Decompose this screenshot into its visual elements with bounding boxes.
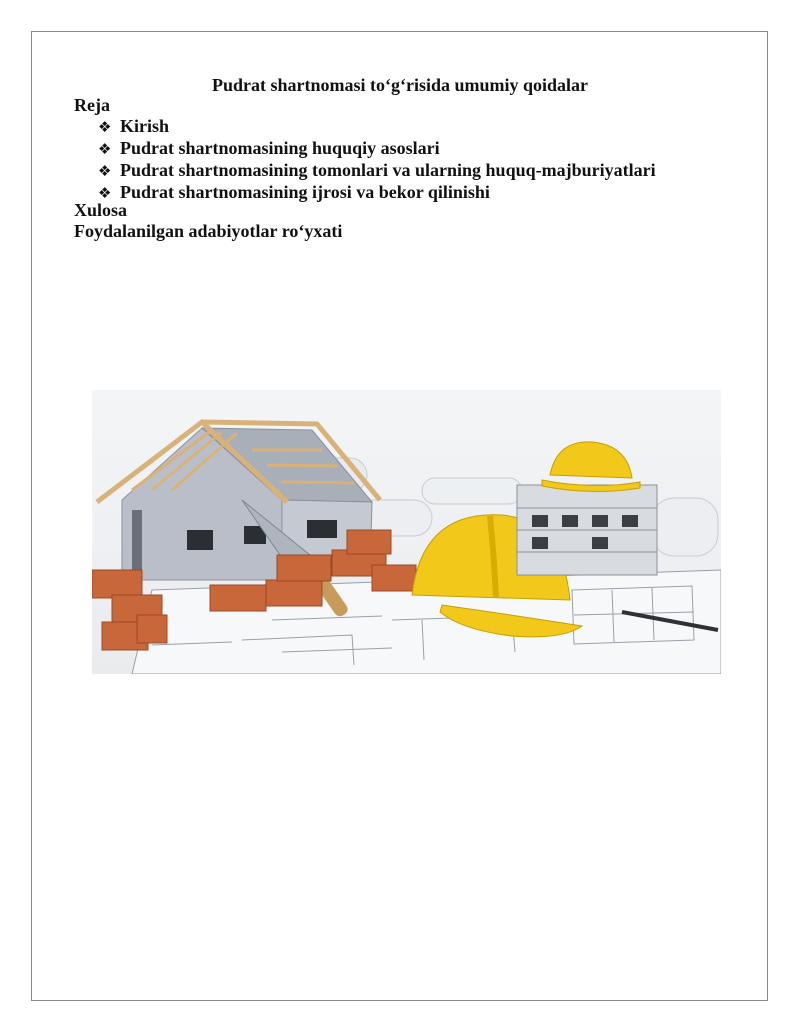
plan-item	[98, 138, 656, 160]
plan-item-text: Pudrat shartnomasining huquqiy asoslari	[120, 138, 440, 158]
diamond-bullet-icon: ❖	[98, 118, 112, 136]
plan-item	[98, 182, 656, 204]
plan-item-text: Pudrat shartnomasining tomonlari va ularning huquq-majburiyatlari	[120, 160, 656, 180]
references-heading: Foydalanilgan adabiyotlar ro‘yxati	[74, 221, 343, 241]
construction-illustration	[92, 390, 721, 674]
diamond-bullet-icon: ❖	[98, 140, 112, 158]
plan-item-text: Pudrat shartnomasining ijrosi va bekor qilinishi	[120, 182, 490, 202]
plan-item-text: Kirish	[120, 116, 170, 136]
conclusion-heading: Xulosa	[74, 200, 128, 220]
plan-item	[98, 116, 656, 138]
plan-heading: Reja	[74, 95, 110, 115]
plan-list	[98, 116, 656, 204]
diamond-bullet-icon: ❖	[98, 184, 112, 202]
plan-item	[98, 160, 656, 182]
diamond-bullet-icon: ❖	[98, 162, 112, 180]
document-title: Pudrat shartnomasi to‘g‘risida umumiy qoidalar	[211, 75, 589, 95]
